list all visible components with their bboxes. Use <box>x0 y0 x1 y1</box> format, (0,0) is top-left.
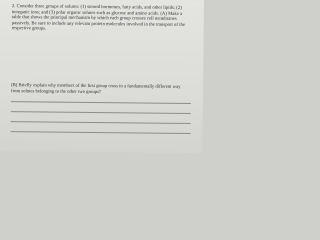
question-2a-text: 2. Consider three groups of solutes: (1) steroid hormones, fatty acids, and other lipids; (2) inorganic ions; and (3) polar organic solutes such as glucose and amino acids. (A) Make a table that shows the principal mechanism by which each group crosses cell membranes passively. Be sure to include any relevant protein molecules involved in the transport of the respective groups. <box>11 4 186 32</box>
answer-line[interactable] <box>11 121 191 124</box>
answer-line[interactable] <box>11 111 191 114</box>
answer-line[interactable] <box>11 101 191 104</box>
question-2b-text: (B) Briefly explain why members of the first group cross in a fundamentally different way from solutes belonging to the other two groups? <box>10 83 181 95</box>
answer-line[interactable] <box>11 131 191 134</box>
worksheet-page <box>0 0 204 153</box>
